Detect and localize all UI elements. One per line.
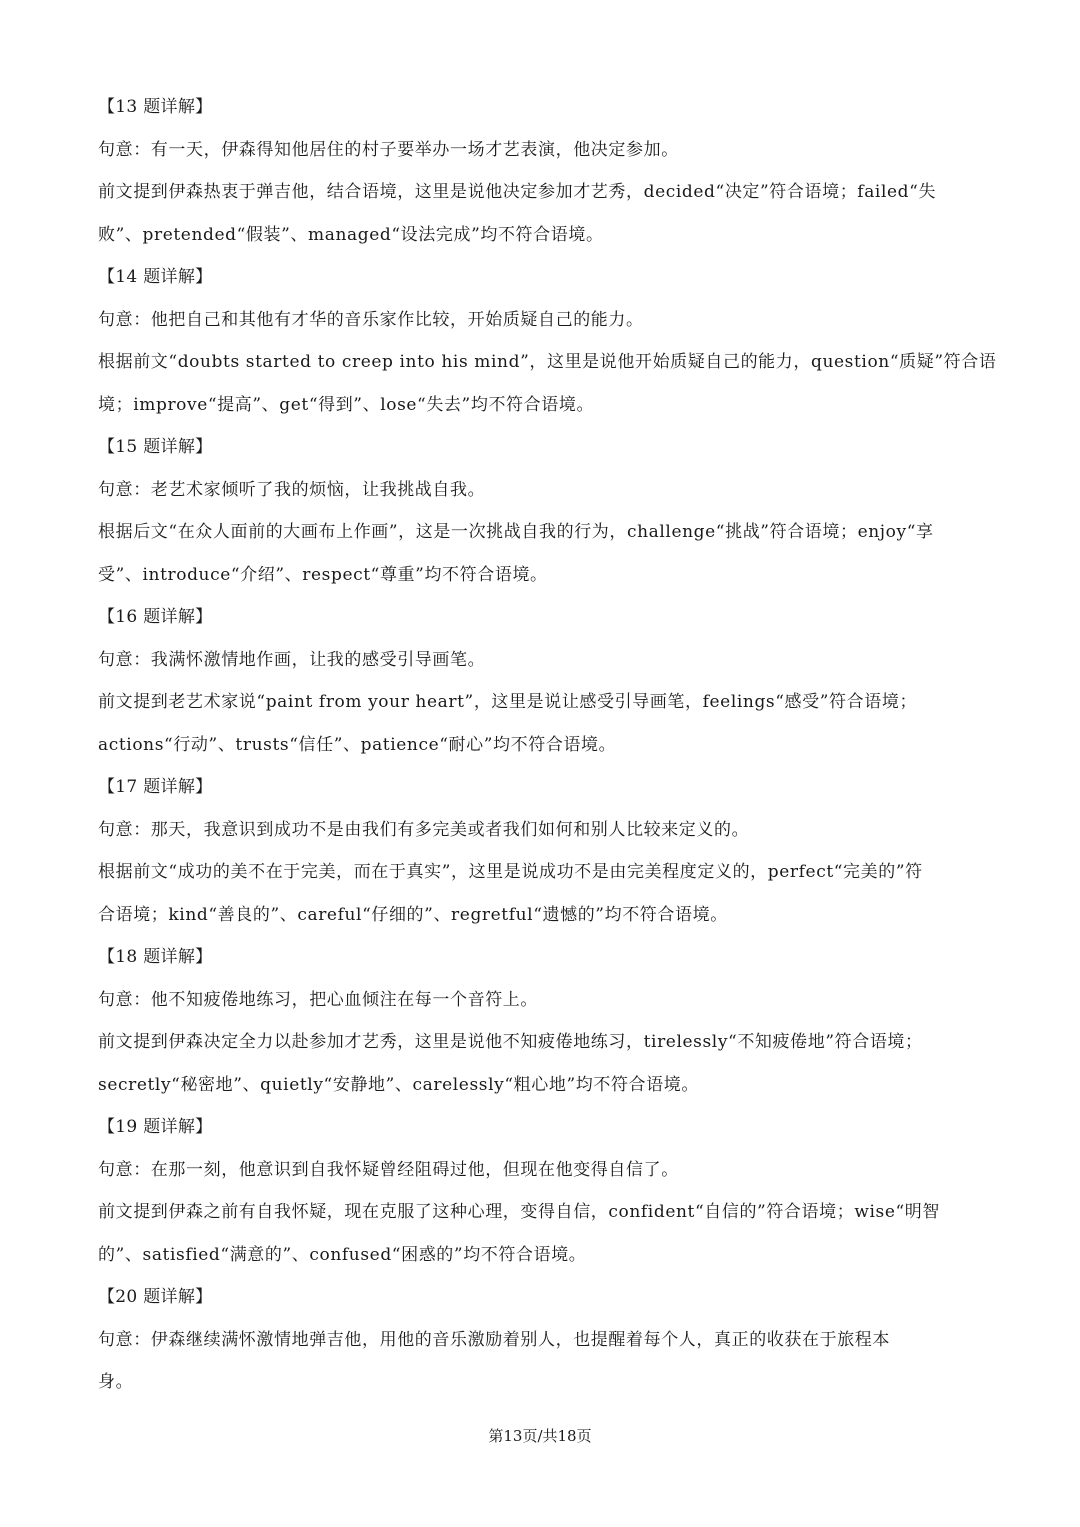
sentence-meaning-20-line-1: 句意：伊森继续满怀激情地弹吉他，用他的音乐激励着别人，也提醒着每个人，真正的收获在于旅程本 — [98, 1329, 890, 1350]
sentence-meaning-15: 句意：老艺术家倾听了我的烦恼，让我挑战自我。 — [98, 479, 486, 500]
explanation-17-line-2: 合语境；kind“善良的”、careful“仔细的”、regretful“遗憾的”均不符合语境。 — [98, 904, 728, 925]
explanation-18-line-1: 前文提到伊森决定全力以赴参加才艺秀，这里是说他不知疲倦地练习，tirelessly“不知疲倦地”符合语境； — [98, 1032, 923, 1052]
section-heading-14: 【14 题详解】 — [98, 267, 213, 287]
explanation-17-line-1: 根据前文“成功的美不在于完美，而在于真实”，这里是说成功不是由完美程度定义的，perfect“完美的”符 — [98, 862, 923, 882]
section-heading-16: 【16 题详解】 — [98, 607, 213, 627]
section-heading-13: 【13 题详解】 — [98, 97, 213, 117]
sentence-meaning-20-line-2: 身。 — [98, 1372, 134, 1392]
explanation-19-line-1: 前文提到伊森之前有自我怀疑，现在克服了这种心理，变得自信，confident“自信的”符合语境；wise“明智 — [98, 1202, 941, 1222]
section-heading-20: 【20 题详解】 — [98, 1287, 213, 1307]
sentence-meaning-16: 句意：我满怀激情地作画，让我的感受引导画笔。 — [98, 649, 486, 670]
sentence-meaning-17: 句意：那天，我意识到成功不是由我们有多完美或者我们如何和别人比较来定义的。 — [98, 819, 750, 840]
explanation-15-line-1: 根据后文“在众人面前的大画布上作画”，这是一次挑战自我的行为，challenge“挑战”符合语境；enjoy“享 — [98, 522, 934, 542]
sentence-meaning-19: 句意：在那一刻，他意识到自我怀疑曾经阻碍过他，但现在他变得自信了。 — [98, 1159, 679, 1180]
document-body — [98, 86, 997, 1404]
page-number-footer: 第13页/共18页 — [488, 1427, 592, 1445]
explanation-15-line-2: 受”、introduce“介绍”、respect“尊重”均不符合语境。 — [98, 564, 548, 585]
explanation-14-line-2: 境；improve“提高”、get“得到”、lose“失去”均不符合语境。 — [98, 394, 595, 415]
explanation-14-line-1: 根据前文“doubts started to creep into his mind”，这里是说他开始质疑自己的能力，question“质疑”符合语 — [98, 352, 997, 372]
sentence-meaning-18: 句意：他不知疲倦地练习，把心血倾注在每一个音符上。 — [98, 989, 538, 1010]
section-heading-15: 【15 题详解】 — [98, 437, 213, 457]
section-heading-18: 【18 题详解】 — [98, 947, 213, 967]
section-heading-19: 【19 题详解】 — [98, 1117, 213, 1137]
explanation-19-line-2: 的”、satisfied“满意的”、confused“困惑的”均不符合语境。 — [98, 1244, 587, 1265]
explanation-13-line-2: 败”、pretended“假装”、managed“设法完成”均不符合语境。 — [98, 224, 604, 245]
explanation-16-line-2: actions“行动”、trusts“信任”、patience“耐心”均不符合语境。 — [98, 734, 617, 755]
explanation-18-line-2: secretly“秘密地”、quietly“安静地”、carelessly“粗心地”均不符合语境。 — [98, 1074, 699, 1095]
sentence-meaning-13: 句意：有一天，伊森得知他居住的村子要举办一场才艺表演，他决定参加。 — [98, 139, 679, 160]
section-heading-17: 【17 题详解】 — [98, 777, 213, 797]
sentence-meaning-14: 句意：他把自己和其他有才华的音乐家作比较，开始质疑自己的能力。 — [98, 309, 644, 330]
explanation-16-line-1: 前文提到老艺术家说“paint from your heart”，这里是说让感受引导画笔，feelings“感受”符合语境； — [98, 692, 918, 712]
explanation-13-line-1: 前文提到伊森热衷于弹吉他，结合语境，这里是说他决定参加才艺秀，decided“决定”符合语境；failed“失 — [98, 182, 937, 202]
